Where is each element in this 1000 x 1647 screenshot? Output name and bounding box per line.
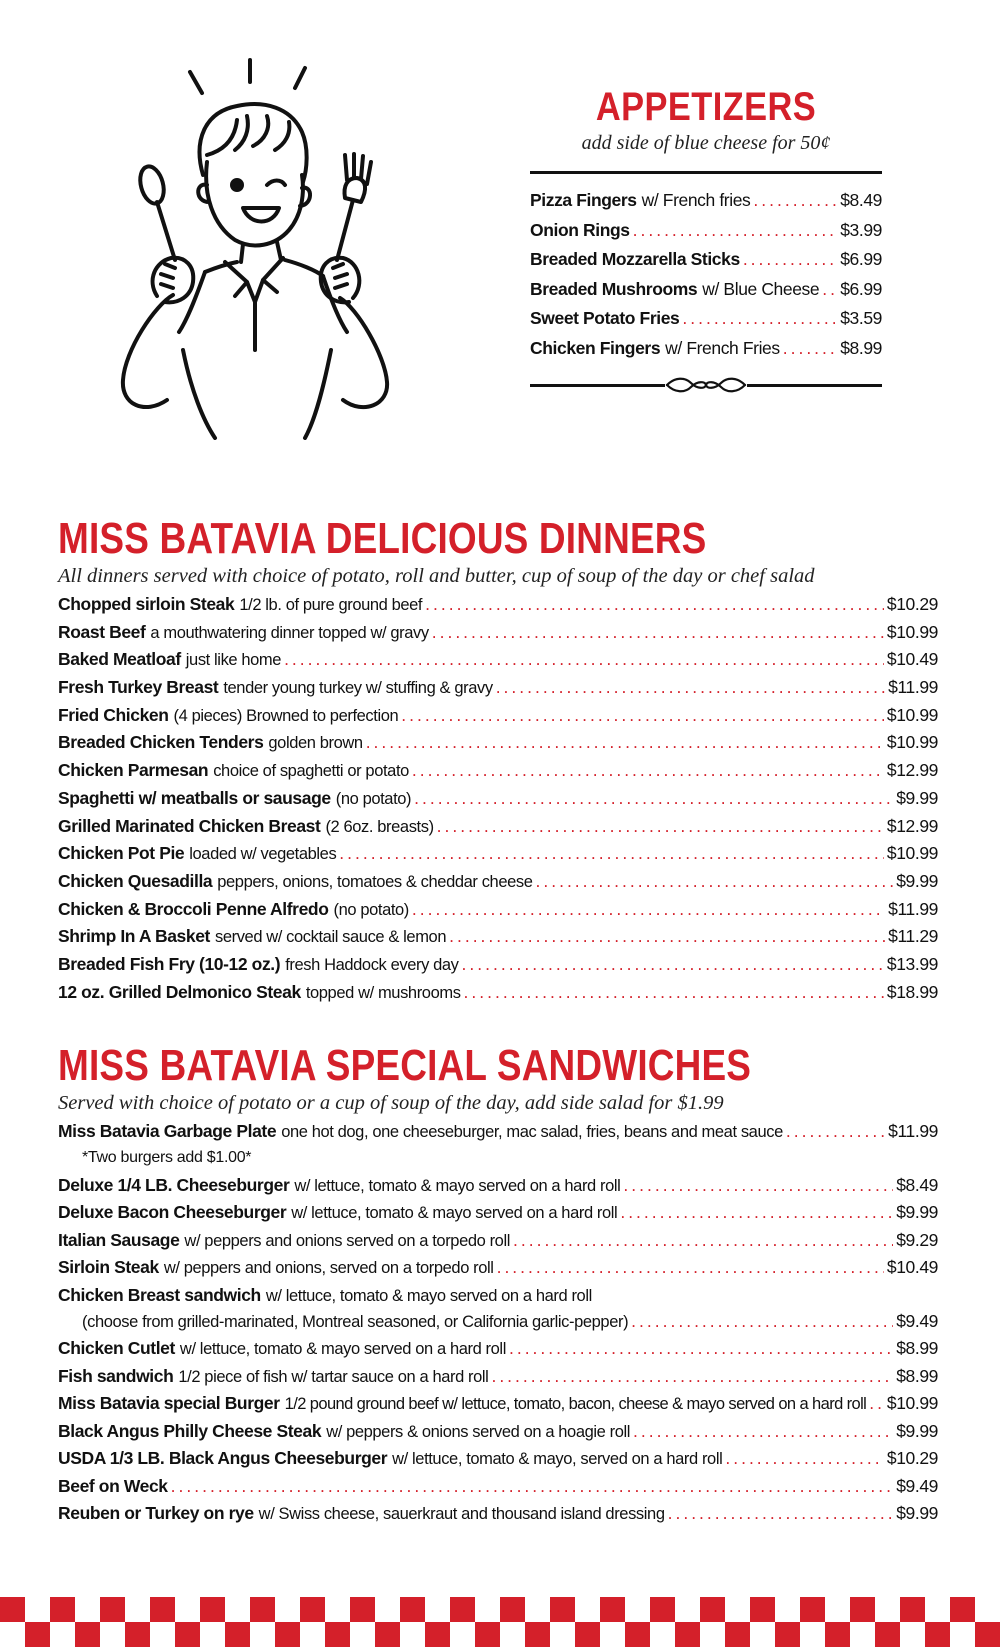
- item-price: $11.99: [888, 898, 938, 919]
- item-price: $8.49: [896, 1174, 938, 1195]
- dot-leader: [412, 760, 884, 781]
- dinners-title: MISS BATAVIA DELICIOUS DINNERS: [58, 514, 707, 563]
- dot-leader: [783, 338, 837, 359]
- dot-leader: [743, 249, 837, 270]
- item-price: $3.59: [840, 308, 882, 328]
- item-name: Miss Batavia Garbage Plate: [58, 1121, 277, 1141]
- item-price: $10.99: [886, 704, 938, 725]
- sandwiches-subtitle: Served with choice of potato or a cup of soup of the day, add side salad for $1.99: [58, 1092, 724, 1114]
- item-price: $10.49: [886, 649, 938, 670]
- dot-leader: [633, 1421, 893, 1442]
- dot-leader: [171, 1476, 894, 1497]
- dot-leader: [366, 732, 884, 753]
- menu-item: [530, 338, 882, 368]
- checker-square: [375, 1622, 400, 1647]
- item-desc: w/ Blue Cheese: [702, 278, 820, 299]
- menu-item: [530, 308, 882, 338]
- checker-square: [175, 1622, 200, 1647]
- ornament-divider: [530, 375, 882, 395]
- dot-leader: [633, 220, 838, 241]
- item-price: $18.99: [886, 981, 938, 1002]
- checker-square: [25, 1622, 50, 1647]
- item-desc: w/ lettuce, tomato & mayo served on a hard roll: [291, 1204, 618, 1222]
- dot-leader: [753, 190, 837, 211]
- item-name: Shrimp In A Basket: [58, 926, 210, 947]
- item-desc: w/ lettuce, tomato & mayo served on a hard roll: [294, 1176, 621, 1195]
- sandwiches-title: MISS BATAVIA SPECIAL SANDWICHES: [58, 1041, 752, 1090]
- checker-square: [625, 1622, 650, 1647]
- dot-leader: [668, 1503, 894, 1524]
- item-desc: a mouthwatering dinner topped w/ gravy: [150, 623, 429, 642]
- menu-item: [58, 1476, 938, 1504]
- item-name: Chicken & Broccoli Penne Alfredo: [58, 898, 329, 919]
- item-name: Sweet Potato Fries: [530, 308, 680, 328]
- item-price: $8.99: [896, 1338, 938, 1358]
- menu-item: [530, 279, 882, 309]
- checker-square: [825, 1622, 850, 1647]
- item-price: $9.99: [896, 1503, 938, 1523]
- checkered-border: [0, 1597, 1000, 1647]
- checker-square: [100, 1597, 125, 1622]
- item-name: Chicken Quesadilla: [58, 870, 213, 891]
- dot-leader: [822, 279, 837, 300]
- item-name: Black Angus Philly Cheese Steak: [58, 1420, 322, 1441]
- checker-square: [725, 1622, 750, 1647]
- item-name: Grilled Marinated Chicken Breast: [58, 815, 321, 836]
- item-name: Chicken Breast sandwich: [58, 1284, 261, 1305]
- item-desc: w/ French fries: [641, 190, 751, 210]
- item-price: $9.49: [896, 1475, 938, 1496]
- appetizers-section: [530, 85, 882, 395]
- menu-item: [530, 249, 882, 279]
- item-desc: 1/2 pound ground beef w/ lettuce, tomato, bacon, cheese & mayo served on a hard roll: [284, 1395, 867, 1413]
- item-name: Chicken Cutlet: [58, 1338, 175, 1358]
- item-name: Baked Meatloaf: [58, 649, 181, 670]
- dot-leader: [623, 1175, 893, 1196]
- item-desc: one hot dog, one cheeseburger, mac salad, fries, beans and meat sauce: [281, 1123, 783, 1141]
- checker-square: [50, 1597, 75, 1622]
- item-desc: (4 pieces) Browned to perfection: [173, 706, 399, 725]
- sandwiches-section: [58, 1042, 938, 1531]
- checker-square: [875, 1622, 900, 1647]
- checker-square: [225, 1622, 250, 1647]
- item-desc: golden brown: [268, 734, 363, 753]
- item-price: $10.99: [886, 732, 938, 753]
- menu-item-continued: [58, 1311, 938, 1339]
- item-name: Roast Beef: [58, 621, 146, 642]
- item-desc: (no potato): [335, 789, 412, 808]
- checker-square: [150, 1597, 175, 1622]
- checker-square: [75, 1622, 100, 1647]
- dot-leader: [412, 899, 885, 920]
- dinners-list: [58, 594, 938, 1009]
- menu-item: [58, 871, 938, 899]
- dot-leader: [339, 843, 884, 864]
- item-price: $6.99: [840, 278, 882, 299]
- checker-square: [700, 1597, 725, 1622]
- item-name: Fried Chicken: [58, 704, 169, 725]
- menu-item: [58, 1285, 938, 1311]
- item-name: 12 oz. Grilled Delmonico Steak: [58, 981, 301, 1002]
- checker-square: [900, 1597, 925, 1622]
- checker-square: [0, 1597, 25, 1622]
- menu-item: [530, 220, 882, 250]
- item-desc: w/ lettuce, tomato & mayo served on a hard roll: [179, 1340, 506, 1358]
- item-desc: 1/2 piece of fish w/ tartar sauce on a hard roll: [178, 1367, 489, 1386]
- menu-item: [58, 1393, 938, 1421]
- sandwiches-list: [58, 1121, 938, 1531]
- item-desc: tender young turkey w/ stuffing & gravy: [223, 679, 493, 698]
- item-name: Pizza Fingers: [530, 190, 637, 210]
- item-name: Onion Rings: [530, 219, 630, 240]
- item-desc: 1/2 lb. of pure ground beef: [239, 596, 423, 614]
- item-price: $13.99: [886, 953, 938, 974]
- item-desc: fresh Haddock every day: [285, 955, 459, 974]
- item-desc: w/ lettuce, tomato & mayo served on a hard roll: [265, 1286, 592, 1305]
- checker-square: [600, 1597, 625, 1622]
- item-price: $3.99: [840, 219, 882, 240]
- item-desc: w/ peppers and onions, served on a torpedo roll: [163, 1259, 494, 1277]
- menu-item: [58, 760, 938, 788]
- checker-square: [850, 1597, 875, 1622]
- item-name: Sirloin Steak: [58, 1257, 159, 1277]
- item-desc: w/ peppers & onions served on a hoagie roll: [326, 1422, 631, 1441]
- checker-square: [200, 1597, 225, 1622]
- menu-item: [58, 649, 938, 677]
- item-desc: topped w/ mushrooms: [305, 983, 461, 1002]
- checker-square: [350, 1597, 375, 1622]
- menu-item: [58, 1421, 938, 1449]
- checker-square: [475, 1622, 500, 1647]
- dot-leader: [682, 308, 837, 329]
- menu-item: [58, 677, 938, 705]
- checker-square: [325, 1622, 350, 1647]
- item-price: $11.99: [888, 1121, 938, 1141]
- item-price: $9.99: [896, 787, 938, 808]
- menu-item: [58, 899, 938, 927]
- checker-square: [800, 1597, 825, 1622]
- menu-item: [58, 732, 938, 760]
- checker-square: [450, 1597, 475, 1622]
- item-name: USDA 1/3 LB. Black Angus Cheeseburger: [58, 1448, 388, 1468]
- divider: [530, 171, 882, 174]
- menu-item: [58, 926, 938, 954]
- item-desc: peppers, onions, tomatoes & cheddar cheese: [217, 872, 533, 891]
- item-name: Breaded Fish Fry (10-12 oz.): [58, 953, 281, 974]
- dot-leader: [401, 705, 884, 726]
- dot-leader: [284, 649, 884, 670]
- chef-illustration: [95, 50, 415, 440]
- appetizers-list: [530, 190, 882, 367]
- item-name: Miss Batavia special Burger: [58, 1393, 280, 1413]
- item-price: $9.49: [896, 1310, 938, 1331]
- checker-square: [400, 1597, 425, 1622]
- item-desc: (2 6oz. breasts): [325, 817, 434, 836]
- item-price: $6.99: [840, 249, 882, 269]
- item-name: Reuben or Turkey on rye: [58, 1503, 254, 1523]
- item-price: $11.99: [888, 677, 938, 698]
- menu-item: [58, 1366, 938, 1394]
- item-name: Beef on Weck: [58, 1475, 168, 1496]
- item-name: Deluxe Bacon Cheeseburger: [58, 1202, 287, 1222]
- dot-leader: [464, 982, 884, 1003]
- item-price: $10.29: [886, 594, 938, 614]
- dinners-section: [58, 515, 938, 1009]
- appetizers-subtitle: add side of blue cheese for 50¢: [581, 132, 831, 154]
- item-desc: served w/ cocktail sauce & lemon: [214, 928, 447, 947]
- checker-square: [300, 1597, 325, 1622]
- item-price: $11.29: [888, 926, 938, 947]
- dot-leader: [497, 1257, 884, 1278]
- menu-item: [530, 190, 882, 220]
- item-name: Fish sandwich: [58, 1365, 174, 1386]
- item-name: Spaghetti w/ meatballs or sausage: [58, 787, 331, 808]
- item-name: Chicken Parmesan: [58, 760, 209, 781]
- checker-square: [650, 1597, 675, 1622]
- dot-leader: [509, 1338, 893, 1359]
- checker-square: [575, 1622, 600, 1647]
- menu-item: [58, 816, 938, 844]
- item-price: $9.99: [896, 1202, 938, 1222]
- checker-square: [250, 1597, 275, 1622]
- dot-leader: [491, 1366, 893, 1387]
- dot-leader: [425, 594, 884, 615]
- item-desc: loaded w/ vegetables: [189, 845, 337, 864]
- item-desc: just like home: [185, 651, 282, 670]
- menu-item: [58, 1175, 938, 1203]
- menu-item: [58, 1448, 938, 1476]
- dot-leader: [462, 954, 884, 975]
- item-price: $12.99: [886, 815, 938, 836]
- item-desc: w/ French Fries: [665, 337, 780, 358]
- item-price: $8.49: [840, 190, 882, 210]
- item-price: $12.99: [886, 760, 938, 781]
- menu-item: [58, 982, 938, 1010]
- item-desc: w/ peppers and onions served on a torpedo roll: [184, 1231, 510, 1250]
- item-name: Breaded Chicken Tenders: [58, 732, 264, 753]
- dot-leader: [437, 816, 884, 837]
- dot-leader: [513, 1230, 893, 1251]
- dot-leader: [631, 1311, 893, 1332]
- menu-item: [58, 622, 938, 650]
- item-name: Breaded Mozzarella Sticks: [530, 249, 740, 269]
- dot-leader: [869, 1393, 884, 1414]
- menu-item: [58, 1121, 938, 1149]
- item-name: Italian Sausage: [58, 1229, 180, 1250]
- menu-item: [58, 843, 938, 871]
- item-price: $9.99: [896, 870, 938, 891]
- dot-leader: [449, 926, 885, 947]
- menu-item: [58, 705, 938, 733]
- dot-leader: [786, 1121, 885, 1142]
- item-desc: (choose from grilled-marinated, Montreal seasoned, or California garlic-pepper): [82, 1312, 629, 1331]
- menu-item: [58, 788, 938, 816]
- item-name: Breaded Mushrooms: [530, 278, 698, 299]
- item-price: $9.29: [896, 1229, 938, 1250]
- dinners-subtitle: All dinners served with choice of potato, roll and butter, cup of soup of the day or chef salad: [58, 565, 815, 587]
- dot-leader: [496, 677, 885, 698]
- checker-square: [750, 1597, 775, 1622]
- item-name: Chicken Fingers: [530, 337, 661, 358]
- item-price: $10.49: [886, 1257, 938, 1277]
- item-note: *Two burgers add $1.00*: [82, 1148, 252, 1166]
- appetizers-title: APPETIZERS: [595, 85, 817, 129]
- item-desc: (no potato): [333, 900, 409, 919]
- checker-square: [975, 1622, 1000, 1647]
- menu-item: [58, 1503, 938, 1531]
- item-price: $10.99: [886, 621, 938, 642]
- item-price: $10.99: [886, 1393, 938, 1413]
- menu-item: [58, 1338, 938, 1366]
- item-name: Fresh Turkey Breast: [58, 677, 219, 698]
- item-price: $9.99: [896, 1420, 938, 1441]
- checker-square: [275, 1622, 300, 1647]
- menu-item: [58, 1257, 938, 1285]
- checker-square: [525, 1622, 550, 1647]
- dot-leader: [536, 871, 894, 892]
- checker-square: [925, 1622, 950, 1647]
- dot-leader: [620, 1202, 893, 1223]
- item-name: Chopped sirloin Steak: [58, 594, 235, 614]
- item-desc: choice of spaghetti or potato: [213, 762, 409, 781]
- menu-item: [58, 1202, 938, 1230]
- dot-leader: [414, 788, 893, 809]
- item-price: $10.99: [886, 843, 938, 864]
- dot-leader: [432, 622, 884, 643]
- checker-square: [425, 1622, 450, 1647]
- checker-square: [500, 1597, 525, 1622]
- checker-square: [125, 1622, 150, 1647]
- item-price: $10.29: [886, 1448, 938, 1468]
- item-desc: w/ lettuce, tomato & mayo, served on a hard roll: [392, 1450, 723, 1468]
- checker-square: [950, 1597, 975, 1622]
- checker-square: [675, 1622, 700, 1647]
- item-price: $8.99: [840, 337, 882, 358]
- dot-leader: [725, 1448, 884, 1469]
- checker-square: [550, 1597, 575, 1622]
- menu-item: [58, 1230, 938, 1258]
- checker-square: [775, 1622, 800, 1647]
- item-desc: w/ Swiss cheese, sauerkraut and thousand island dressing: [258, 1505, 665, 1523]
- menu-item: [58, 954, 938, 982]
- menu-item: [58, 594, 938, 622]
- item-name: Deluxe 1/4 LB. Cheeseburger: [58, 1174, 290, 1195]
- item-price: $8.99: [896, 1365, 938, 1386]
- item-name: Chicken Pot Pie: [58, 843, 185, 864]
